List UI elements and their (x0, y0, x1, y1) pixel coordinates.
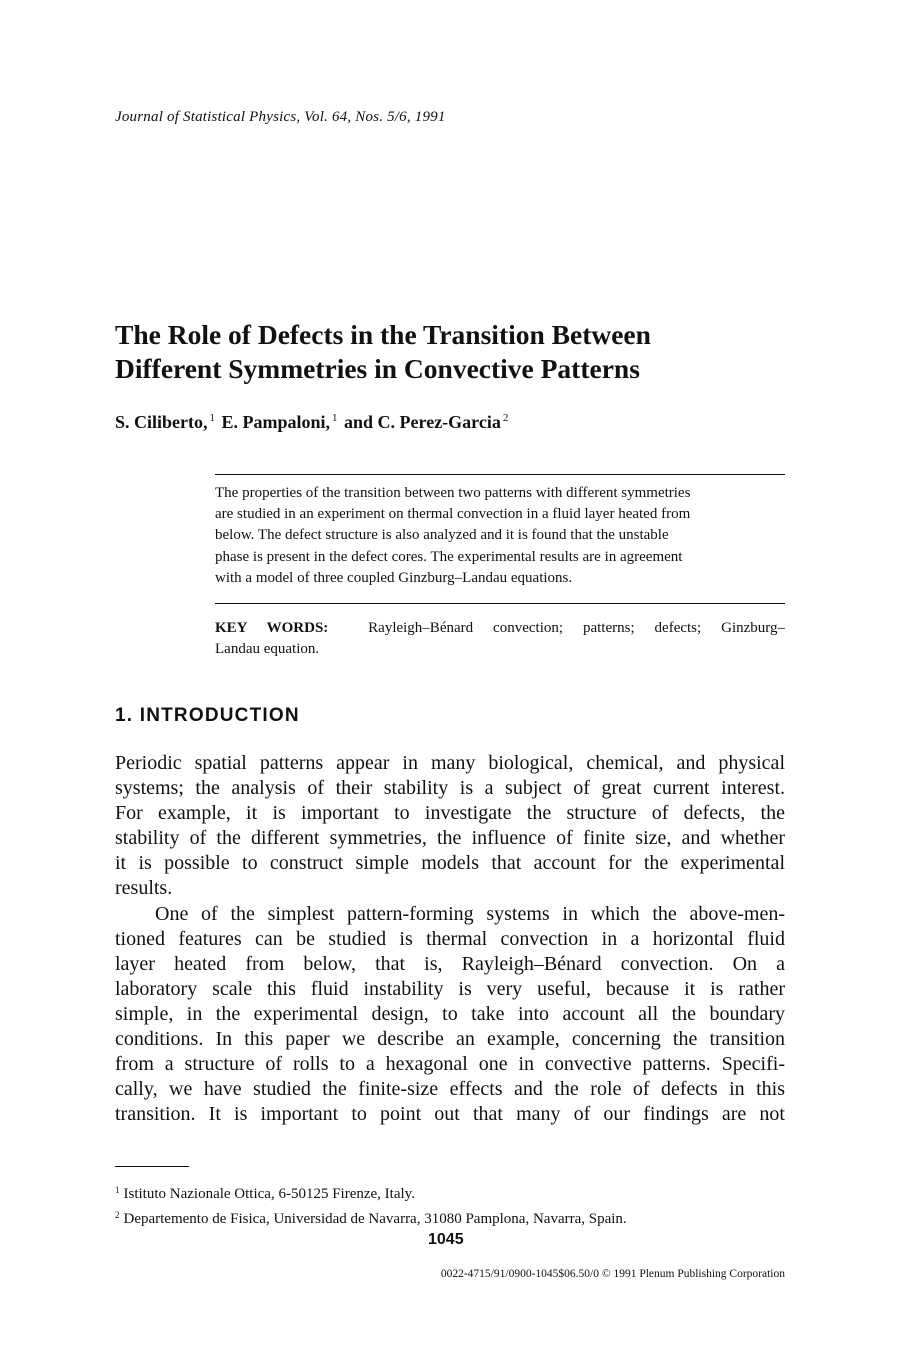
body-text (115, 751, 785, 1127)
body-line: laboratory scale this fluid instability is very useful, because it is rather (115, 977, 785, 1000)
body-line: transition. It is important to point out that many of our findings are not (115, 1103, 785, 1126)
abstract-line: below. The defect structure is also analyzed and it is found that the unstable (215, 527, 669, 544)
body-line: For example, it is important to investigate the structure of defects, the (115, 802, 785, 825)
paper-title (115, 318, 795, 386)
keywords (215, 618, 785, 660)
abstract-line: with a model of three coupled Ginzburg–Landau equations. (215, 569, 573, 586)
body-line: tioned features can be studied is thermal convection in a horizontal fluid (115, 927, 785, 950)
abstract-top-rule (215, 474, 785, 475)
keywords-label: KEY WORDS: (215, 620, 329, 636)
footnote-rule (115, 1166, 189, 1167)
author-list (115, 412, 510, 433)
body-line: systems; the analysis of their stability is a subject of great current interest. (115, 777, 785, 800)
body-line: cally, we have studied the finite-size effects and the role of defects in this (115, 1078, 785, 1101)
journal-citation: Journal of Statistical Physics, Vol. 64, Nos. 5/6, 1991 (115, 109, 446, 125)
keywords-line-2: Landau equation. (215, 641, 320, 658)
title-line-1: The Role of Defects in the Transition Between (115, 319, 651, 350)
abstract-line: phase is present in the defect cores. The experimental results are in agreement (215, 548, 683, 565)
author-name: S. Ciliberto, (115, 412, 208, 432)
page-number: 1045 (428, 1231, 464, 1248)
footnotes (115, 1180, 627, 1230)
abstract-line: are studied in an experiment on thermal convection in a fluid layer heated from (215, 506, 691, 523)
body-line: stability of the different symmetries, the influence of finite size, and whether (115, 827, 785, 850)
abstract (215, 483, 785, 589)
footnote-text: Istituto Nazionale Ottica, 6-50125 Firenze, Italy. (123, 1186, 415, 1202)
body-line: from a structure of rolls to a hexagonal one in convective patterns. Specifi- (115, 1053, 785, 1076)
footnote-mark: 2 (115, 1210, 120, 1220)
section-heading: 1. INTRODUCTION (115, 705, 300, 726)
body-line: simple, in the experimental design, to take into account all the boundary (115, 1002, 785, 1025)
body-line: conditions. In this paper we describe an example, concerning the transition (115, 1028, 785, 1051)
abstract-line: The properties of the transition between two patterns with different symmetries (215, 485, 691, 501)
affiliation-mark: 1 (332, 412, 338, 424)
keywords-text-1: Rayleigh–Bénard convection; patterns; defects; Ginzburg– (368, 620, 785, 636)
abstract-bottom-rule (215, 603, 785, 604)
affiliation-mark: 1 (209, 412, 215, 424)
footnote-2 (115, 1205, 627, 1230)
body-line: layer heated from below, that is, Rayleigh–Bénard convection. On a (115, 952, 785, 975)
author-name: and C. Perez-Garcia (344, 412, 501, 432)
body-line: One of the simplest pattern-forming systems in which the above-men- (155, 902, 785, 925)
footnote-mark: 1 (115, 1185, 120, 1195)
title-line-2: Different Symmetries in Convective Patterns (115, 353, 640, 384)
footnote-1 (115, 1180, 627, 1205)
body-line: Periodic spatial patterns appear in many biological, chemical, and physical (115, 752, 785, 774)
keywords-line-1 (215, 618, 785, 639)
body-line: it is possible to construct simple models that account for the experimental (115, 852, 785, 875)
affiliation-mark: 2 (502, 412, 509, 424)
footnote-text: Departemento de Fisica, Universidad de Navarra, 31080 Pamplona, Navarra, Spain. (123, 1211, 627, 1227)
body-line: results. (115, 877, 173, 900)
author-name: E. Pampaloni, (221, 412, 331, 432)
copyright-line: 0022-4715/91/0900-1045$06.50/0 © 1991 Plenum Publishing Corporation (440, 1268, 785, 1280)
